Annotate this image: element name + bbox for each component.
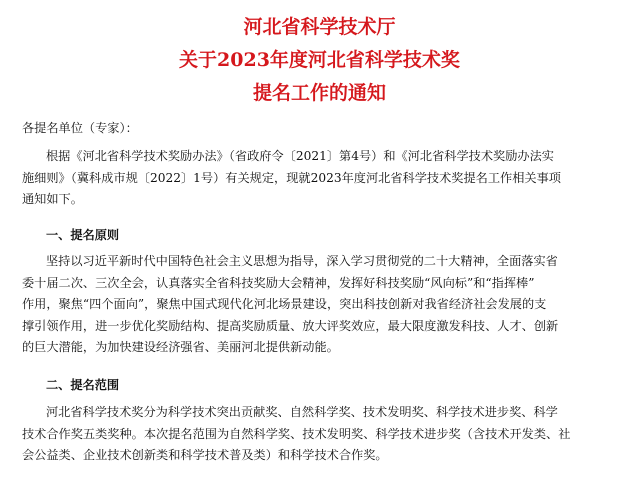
- section-heading-scope: 二、提名范围: [46, 378, 120, 392]
- principles-line: 的巨大潜能，为加快建设经济强省、美丽河北提供新动能。: [22, 340, 339, 354]
- scope-paragraph: [22, 402, 628, 467]
- principles-paragraph: [22, 251, 628, 359]
- scope-line: 技术合作奖五类奖种。本次提名范围为自然科学奖、技术发明奖、科学技术进步奖（含技术开发类、社: [22, 426, 571, 441]
- intro-line: 施细则》（冀科成市规〔2022〕1号）有关规定，现就2023年度河北省科学技术奖提名工作相关事项: [22, 170, 561, 185]
- doc-title-subject: 关于2023年度河北省科学技术奖: [179, 49, 460, 71]
- principles-line: 委十届二次、三次全会，认真落实全省科技奖励大会精神，发挥好科技奖励“风向标”和“指挥棒”: [22, 275, 535, 290]
- section-heading-principles: 一、提名原则: [46, 228, 120, 242]
- principles-line: 作用，聚焦“四个面向”，聚焦中国式现代化河北场景建设，突出科技创新对我省经济社会发展的支: [22, 297, 547, 311]
- intro-line: 根据《河北省科学技术奖励办法》（省政府令〔2021〕第4号）和《河北省科学技术奖励办法实: [46, 149, 554, 163]
- doc-title-notice: 提名工作的通知: [252, 82, 386, 104]
- doc-title-issuer: 河北省科学技术厅: [243, 16, 396, 38]
- salutation: 各提名单位（专家）：: [22, 121, 138, 135]
- scope-line: 河北省科学技术奖分为科学技术突出贡献奖、自然科学奖、技术发明奖、科学技术进步奖、科学: [46, 405, 558, 419]
- intro-line: 通知如下。: [22, 192, 83, 206]
- intro-paragraph: [22, 146, 628, 211]
- principles-line: 坚持以习近平新时代中国特色社会主义思想为指导，深入学习贯彻党的二十大精神，全面落实省: [46, 254, 558, 268]
- scope-line: 会公益类、企业技术创新类和科学技术普及类）和科学技术合作奖。: [22, 448, 388, 462]
- principles-line: 撑引领作用，进一步优化奖励结构、提高奖励质量、放大评奖效应，最大限度激发科技、人才、创新: [22, 318, 559, 333]
